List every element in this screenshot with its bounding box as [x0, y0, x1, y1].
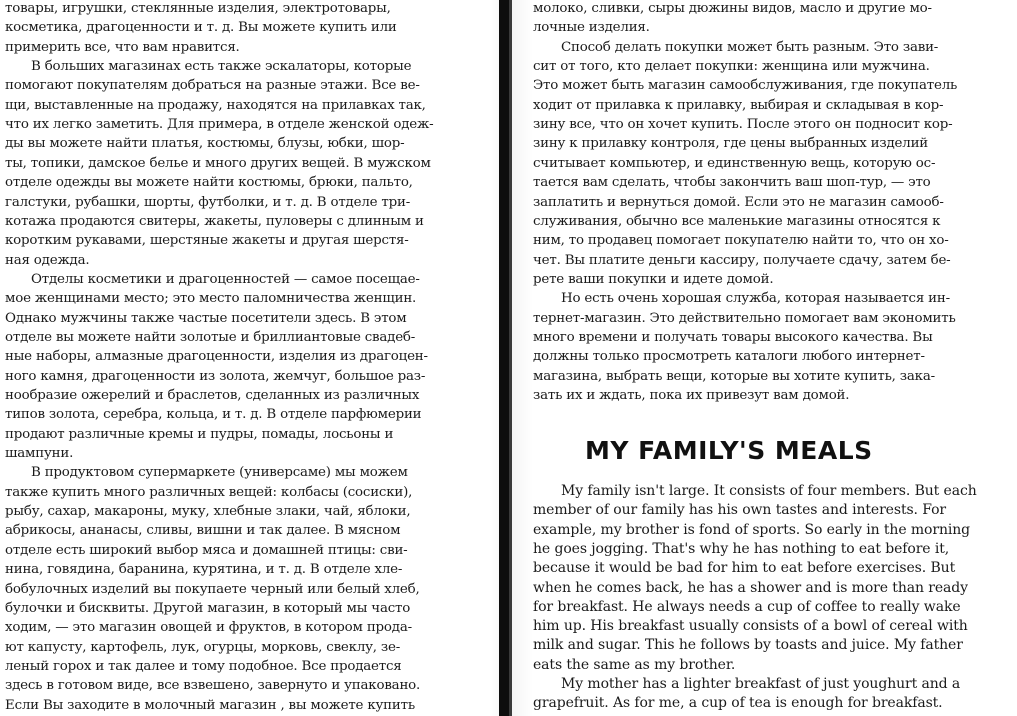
text-line: ды вы можете найти платья, костюмы, блузы, юбки, шор-: [5, 136, 405, 152]
text-line: ходим, — это магазин овощей и фруктов, в котором прода-: [5, 620, 412, 636]
text-line: for breakfast. He always needs a cup of coffee to really wake: [533, 598, 961, 615]
text-line: ют капусту, картофель, лук, огурцы, морковь, свеклу, зе-: [5, 639, 401, 655]
gutter-shadow-edge: [509, 0, 512, 716]
text-line: ходит от прилавка к прилавку, выбирая и складывая в кор-: [533, 97, 944, 113]
text-line: ная одежда.: [5, 252, 90, 268]
text-line: леный горох и так далее и тому подобное. Все продается: [5, 658, 402, 674]
text-line: ные наборы, алмазные драгоценности, изделия из драгоцен-: [5, 349, 428, 365]
text-line: Однако мужчины также частые посетители здесь. В этом: [5, 310, 407, 326]
text-line: My mother has a lighter breakfast of just youghurt and a: [561, 676, 961, 692]
text-line: зать их и ждать, пока их привезут вам домой.: [533, 388, 850, 403]
text-line: типов золота, серебра, кольца, и т. д. В отделе парфюмерии: [5, 407, 422, 423]
text-line: Если Вы заходите в молочный магазин , вы можете купить: [5, 697, 415, 713]
text-line: he goes jogging. That's why he has nothing to eat before it,: [533, 540, 950, 557]
text-line: milk and sugar. This he follows by toasts and juice. My father: [533, 637, 963, 654]
text-line: булочки и бисквиты. Другой магазин, в который мы часто: [5, 600, 411, 616]
text-line: служивания, обычно все маленькие магазины относятся к: [533, 213, 941, 229]
text-line: Способ делать покупки может быть разным. Это зави-: [561, 39, 939, 55]
text-line: котажа продаются свитеры, жакеты, пуловеры с длинным и: [5, 213, 424, 229]
text-line: отделе вы можете найти золотые и бриллиантовые свадеб-: [5, 329, 416, 345]
text-line: заплатить и вернуться домой. Если это не магазин самооб-: [533, 194, 944, 210]
text-line: тернет-магазин. Это действительно помогает вам экономить: [533, 310, 956, 326]
text-line: мое женщинами место; это место паломничества женщин.: [5, 291, 417, 307]
text-line: галстуки, рубашки, шорты, футболки, и т. д. В отделе три-: [5, 194, 411, 210]
text-line: нообразие ожерелий и браслетов, сделанных из различных: [5, 388, 420, 403]
gutter-shadow: [499, 0, 509, 716]
text-line: him up. His breakfast usually consists of a bowl of cereal with: [533, 618, 968, 635]
text-line: Но есть очень хорошая служба, которая называется ин-: [561, 291, 950, 307]
text-line: что их легко заметить. Для примера, в отделе женской одеж-: [5, 117, 434, 133]
text-line: также купить много различных вещей: колбасы (сосиски),: [5, 484, 413, 500]
text-line: много времени и получать товары высокого качества. Вы: [533, 329, 933, 345]
text-line: grapefruit. As for me, a cup of tea is enough for breakfast.: [533, 695, 943, 712]
text-line: магазина, выбрать вещи, которые вы хотите купить, зака-: [533, 368, 935, 384]
text-line: лочные изделия.: [533, 20, 650, 36]
text-line: отделе одежды вы можете найти костюмы, брюки, пальто,: [5, 175, 413, 191]
text-line: товары, игрушки, стеклянные изделия, электротовары,: [5, 1, 391, 16]
text-line: шампуни.: [5, 446, 74, 462]
text-line: because it would be bad for him to eat before exercises. But: [533, 560, 956, 577]
text-line: when he comes back, he has a shower and is more than ready: [533, 579, 968, 596]
text-line: Отделы косметики и драгоценностей — самое посещае-: [31, 271, 420, 287]
text-line: бобулочных изделий вы покупаете черный или белый хлеб,: [5, 581, 420, 597]
text-line: eats the same as my brother.: [533, 656, 736, 673]
text-line: молоко, сливки, сыры дюжины видов, масло и другие мо-: [533, 1, 932, 16]
text-line: отделе есть широкий выбор мяса и домашней птицы: сви-: [5, 542, 408, 558]
text-line: сит от того, кто делает покупки: женщина или мужчина.: [533, 59, 930, 75]
text-line: примерить все, что вам нравится.: [5, 39, 240, 55]
text-line: чет. Вы платите деньги кассиру, получаете сдачу, затем бе-: [533, 252, 951, 268]
text-line: коротким рукавами, шерстяные жакеты и другая шерстя-: [5, 233, 409, 249]
text-line: зину все, что он хочет купить. После этого он подносит кор-: [533, 117, 953, 133]
text-line: абрикосы, ананасы, сливы, вишни и так далее. В мясном: [5, 523, 401, 539]
text-line: продают различные кремы и пудры, помады, лосьоны и: [5, 426, 394, 442]
section-heading: MY FAMILY'S MEALS: [585, 436, 873, 465]
right-page: [533, 0, 1017, 716]
text-line: ного камня, драгоценности из золота, жемчуг, большое раз-: [5, 368, 426, 384]
text-line: зину к прилавку контроля, где цены выбранных изделий: [533, 136, 929, 152]
left-page: [0, 0, 490, 716]
text-line: должны только просмотреть каталоги любого интернет-: [533, 349, 925, 365]
text-line: Это может быть магазин самообслуживания, где покупатель: [533, 78, 958, 94]
text-line: тается вам сделать, чтобы закончить ваш шоп-тур, — это: [533, 175, 931, 191]
text-line: example, my brother is fond of sports. So early in the morning: [533, 521, 971, 538]
text-line: В продуктовом супермаркете (универсаме) мы можем: [31, 465, 408, 481]
text-line: щи, выставленные на продажу, находятся на прилавках так,: [5, 97, 426, 113]
text-line: ты, топики, дамское белье и много других вещей. В мужском: [5, 155, 431, 171]
text-line: нина, говядина, баранина, курятина, и т. д. В отделе хле-: [5, 562, 403, 578]
text-line: В больших магазинах есть также эскалаторы, которые: [31, 59, 412, 75]
text-line: помогают покупателям добраться на разные этажи. Все ве-: [5, 78, 420, 94]
text-line: рете ваши покупки и идете домой.: [533, 271, 774, 287]
text-line: рыбу, сахар, макароны, муку, хлебные злаки, чай, яблоки,: [5, 504, 411, 520]
text-line: косметика, драгоценности и т. д. Вы можете купить или: [5, 20, 397, 36]
text-line: здесь в готовом виде, все взвешено, завернуто и упаковано.: [5, 678, 421, 694]
text-line: member of our family has his own tastes and interests. For: [533, 502, 947, 519]
text-line: ним, то продавец помогает покупателю найти то, что он хо-: [533, 233, 949, 249]
text-line: My family isn't large. It consists of four members. But each: [561, 483, 977, 499]
text-line: считывает компьютер, и единственную вещь, которую ос-: [533, 155, 936, 171]
